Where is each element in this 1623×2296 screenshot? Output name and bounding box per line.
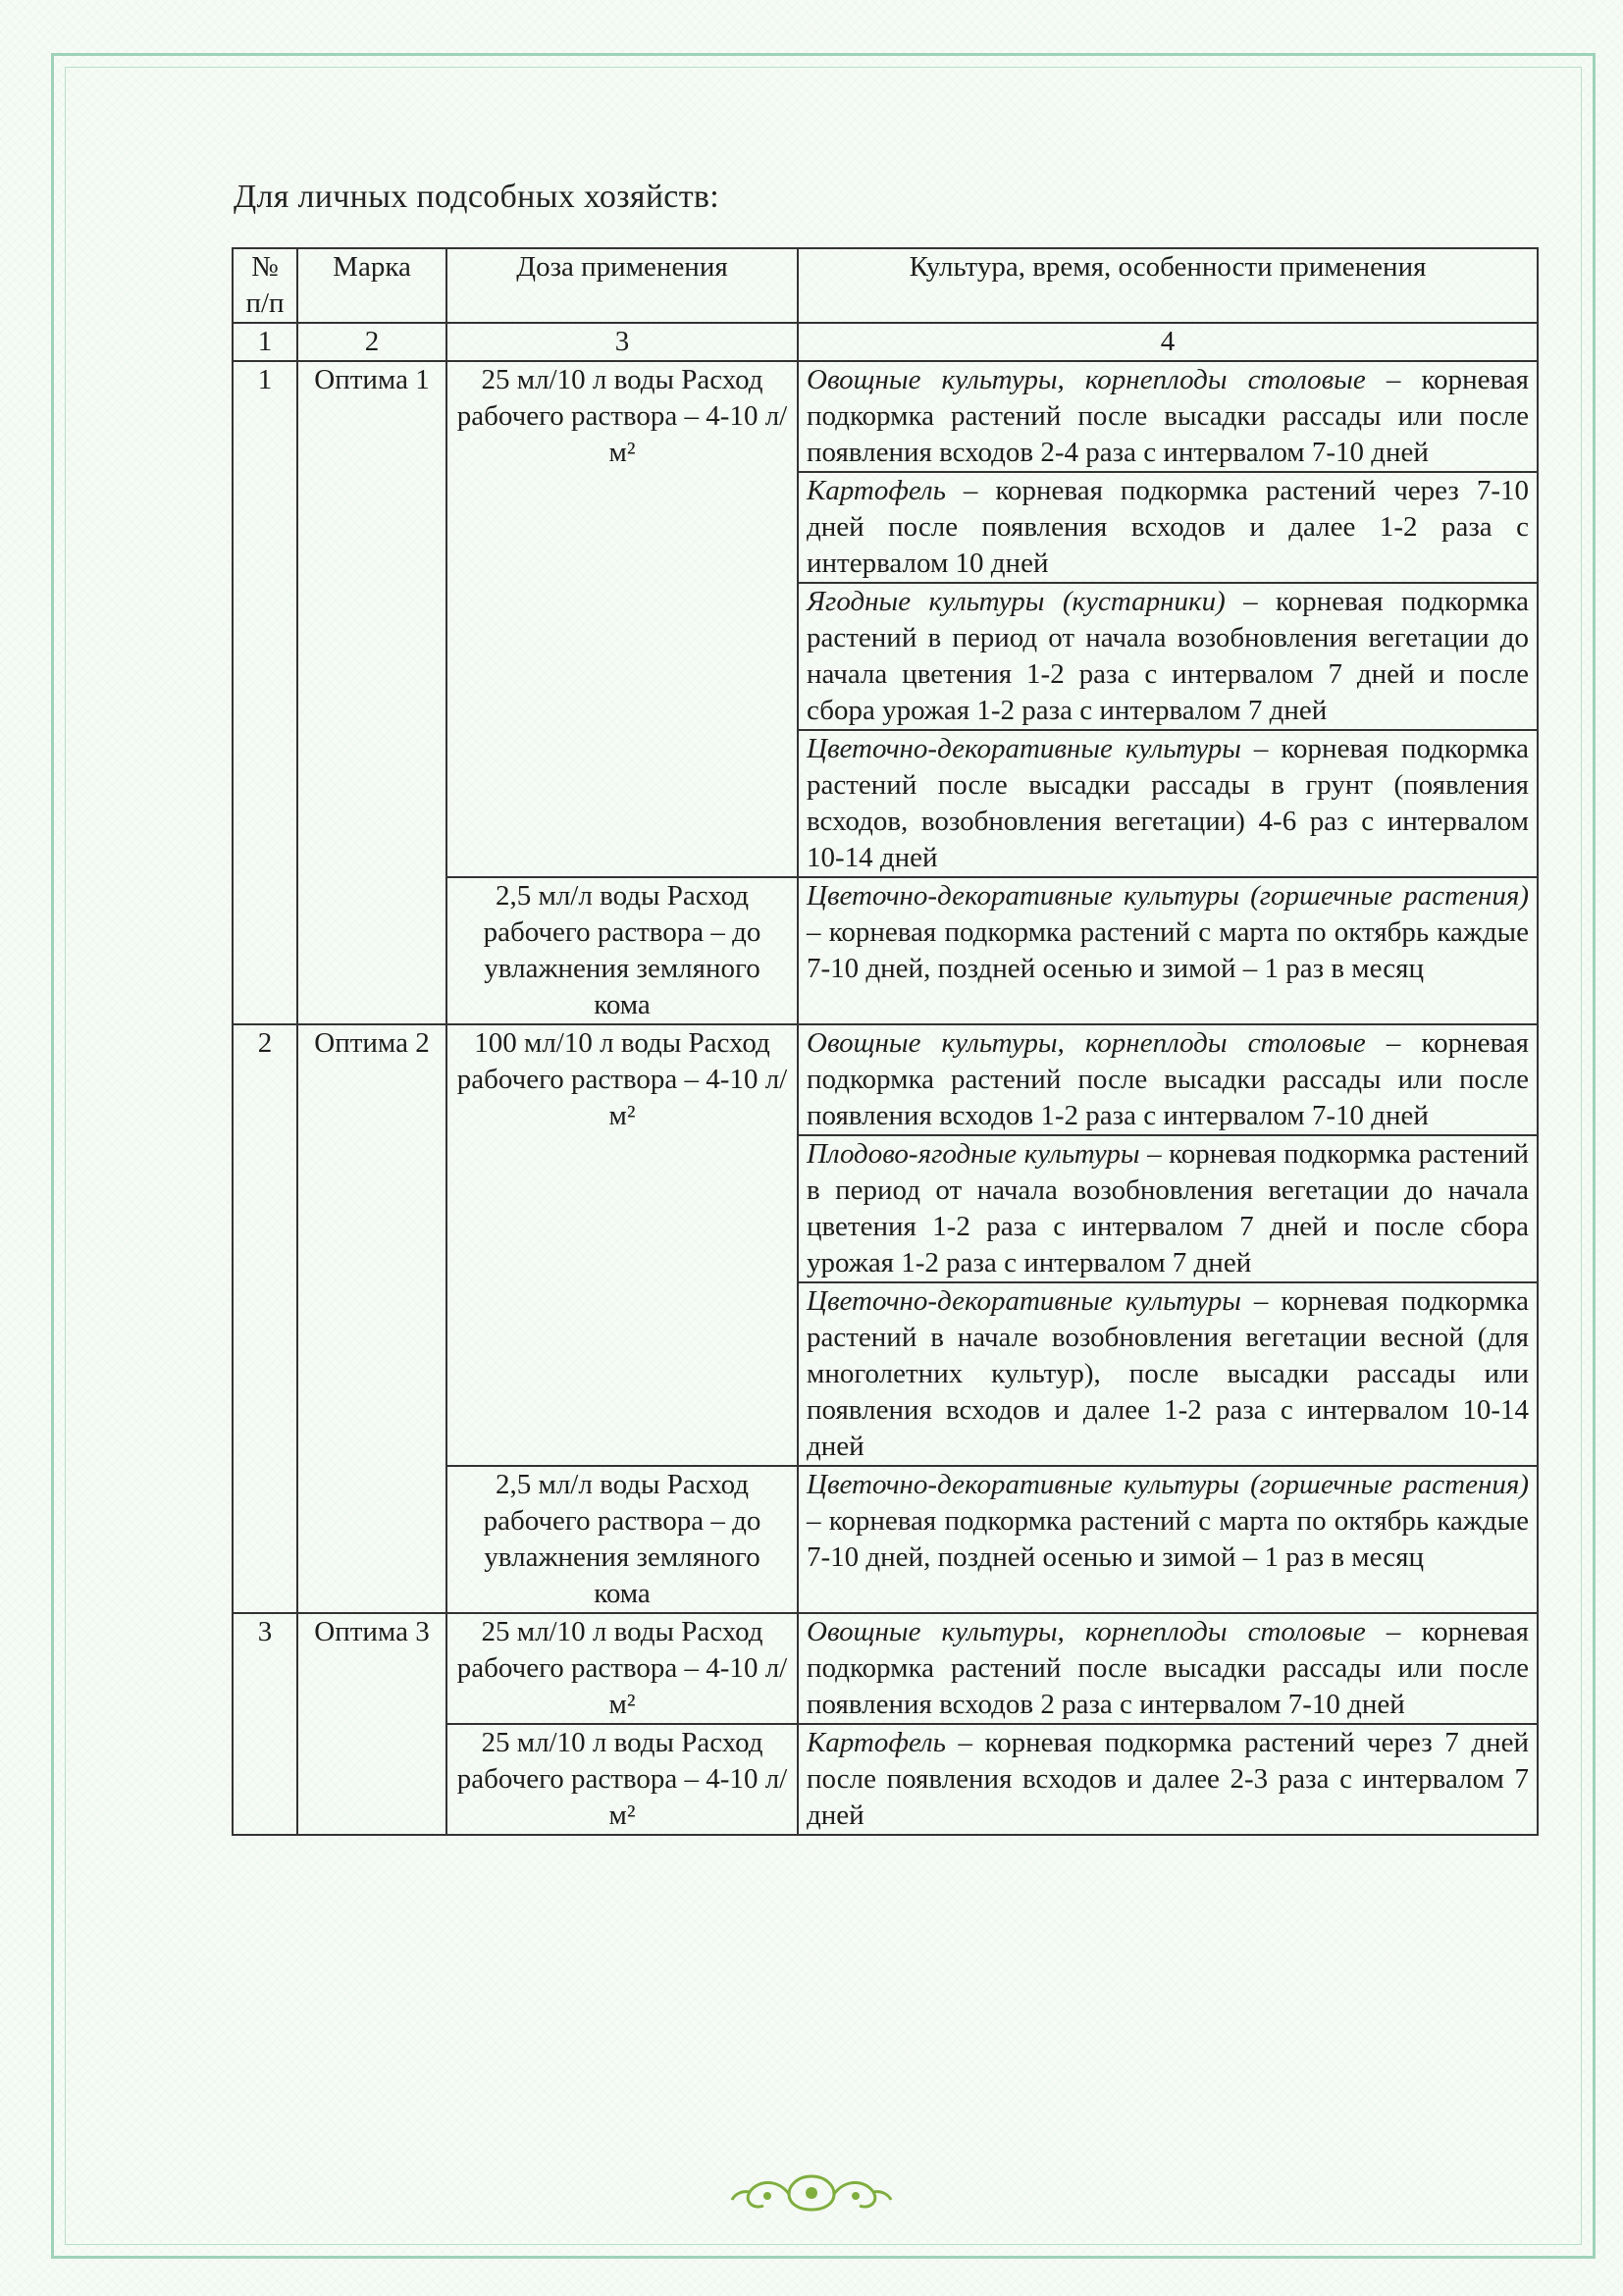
crop-name: Цветочно-декоративные культуры — [807, 733, 1241, 764]
usage-cell — [798, 1466, 1538, 1613]
row-brand: Оптима 1 — [297, 361, 446, 1024]
header-dose: Доза применения — [446, 248, 798, 323]
crop-name: Овощные культуры, корнеплоды столовые — [807, 364, 1366, 395]
row-brand: Оптима 2 — [297, 1024, 446, 1613]
crop-name: Ягодные культуры (кустарники) — [807, 586, 1226, 617]
header-usage: Культура, время, особенности применения — [798, 248, 1538, 323]
usage-cell — [798, 1282, 1538, 1466]
usage-cell — [798, 361, 1538, 472]
dose-cell: 100 мл/10 л воды Расход рабочего раствора – 4-10 л/м² — [446, 1024, 798, 1466]
row-number: 1 — [233, 361, 297, 1024]
usage-cell — [798, 472, 1538, 583]
crop-name: Овощные культуры, корнеплоды столовые — [807, 1027, 1366, 1059]
crop-name: Плодово-ягодные культуры — [807, 1138, 1140, 1170]
usage-text: – корневая подкормка растений в период от начала возобновления вегетации до начала цветения 1-2 раза с интервалом 7 дней и после сбора урожая 1-2 раза с интервалом 7 дней — [807, 586, 1529, 726]
usage-cell — [798, 583, 1538, 730]
column-number: 3 — [446, 323, 798, 361]
table-body — [233, 361, 1538, 1835]
table-row — [233, 1613, 1538, 1724]
usage-text: – корневая подкормка растений после высадки рассады или после появления всходов 1-2 раза с интервалом 7-10 дней — [807, 1027, 1529, 1131]
header-number: № п/п — [233, 248, 297, 323]
usage-text: – корневая подкормка растений после высадки рассады в грунт (появления всходов, возобновления вегетации) 4-6 раз с интервалом 10-14 дней — [807, 733, 1529, 873]
column-number-row — [233, 323, 1538, 361]
usage-cell — [798, 1613, 1538, 1724]
usage-text: – корневая подкормка растений в период от начала возобновления вегетации до начала цветения 1-2 раза с интервалом 7 дней и после сбора урожая 1-2 раза с интервалом 7 дней — [807, 1138, 1529, 1278]
crop-name: Цветочно-декоративные культуры (горшечные растения) — [807, 880, 1529, 912]
dose-cell: 25 мл/10 л воды Расход рабочего раствора – 4-10 л/м² — [446, 361, 798, 877]
dose-cell: 2,5 мл/л воды Расход рабочего раствора – до увлажнения земляного кома — [446, 877, 798, 1024]
usage-text: – корневая подкормка растений через 7 дней после появления всходов и далее 2-3 раза с интервалом 7 дней — [807, 1727, 1529, 1831]
application-table — [232, 247, 1539, 1836]
usage-text: – корневая подкормка растений с марта по октябрь каждые 7-10 дней, поздней осенью и зимой – 1 раз в месяц — [807, 1505, 1529, 1573]
row-number: 2 — [233, 1024, 297, 1613]
column-number: 1 — [233, 323, 297, 361]
crop-name: Цветочно-декоративные культуры (горшечные растения) — [807, 1469, 1529, 1500]
usage-text: – корневая подкормка растений после высадки рассады или после появления всходов 2 раза с интервалом 7-10 дней — [807, 1616, 1529, 1720]
floral-ornament-icon — [728, 2168, 895, 2218]
usage-cell — [798, 730, 1538, 877]
usage-text: – корневая подкормка растений с марта по октябрь каждые 7-10 дней, поздней осенью и зимой – 1 раз в месяц — [807, 916, 1529, 984]
usage-text: – корневая подкормка растений через 7-10 дней после появления всходов и далее 1-2 раза с интервалом 10 дней — [807, 475, 1529, 579]
dose-cell: 25 мл/10 л воды Расход рабочего раствора – 4-10 л/м² — [446, 1724, 798, 1835]
usage-text: – корневая подкормка растений после высадки рассады или после появления всходов 2-4 раза с интервалом 7-10 дней — [807, 364, 1529, 468]
page-heading: Для личных подсобных хозяйств: — [234, 179, 719, 215]
crop-name: Картофель — [807, 475, 946, 506]
header-brand: Марка — [297, 248, 446, 323]
row-number: 3 — [233, 1613, 297, 1835]
usage-cell — [798, 1135, 1538, 1282]
column-number: 2 — [297, 323, 446, 361]
table-row — [233, 361, 1538, 472]
column-number: 4 — [798, 323, 1538, 361]
table-header-row — [233, 248, 1538, 323]
usage-text: – корневая подкормка растений в начале возобновления вегетации весной (для многолетних культур), после высадки рассады или появления всходов и далее 1-2 раза с интервалом 10-14 дней — [807, 1285, 1529, 1462]
crop-name: Цветочно-декоративные культуры — [807, 1285, 1241, 1317]
row-brand: Оптима 3 — [297, 1613, 446, 1835]
usage-cell — [798, 1724, 1538, 1835]
dose-cell: 2,5 мл/л воды Расход рабочего раствора – до увлажнения земляного кома — [446, 1466, 798, 1613]
dose-cell: 25 мл/10 л воды Расход рабочего раствора – 4-10 л/м² — [446, 1613, 798, 1724]
table-row — [233, 1024, 1538, 1135]
crop-name: Овощные культуры, корнеплоды столовые — [807, 1616, 1366, 1647]
crop-name: Картофель — [807, 1727, 946, 1758]
usage-cell — [798, 877, 1538, 1024]
usage-cell — [798, 1024, 1538, 1135]
